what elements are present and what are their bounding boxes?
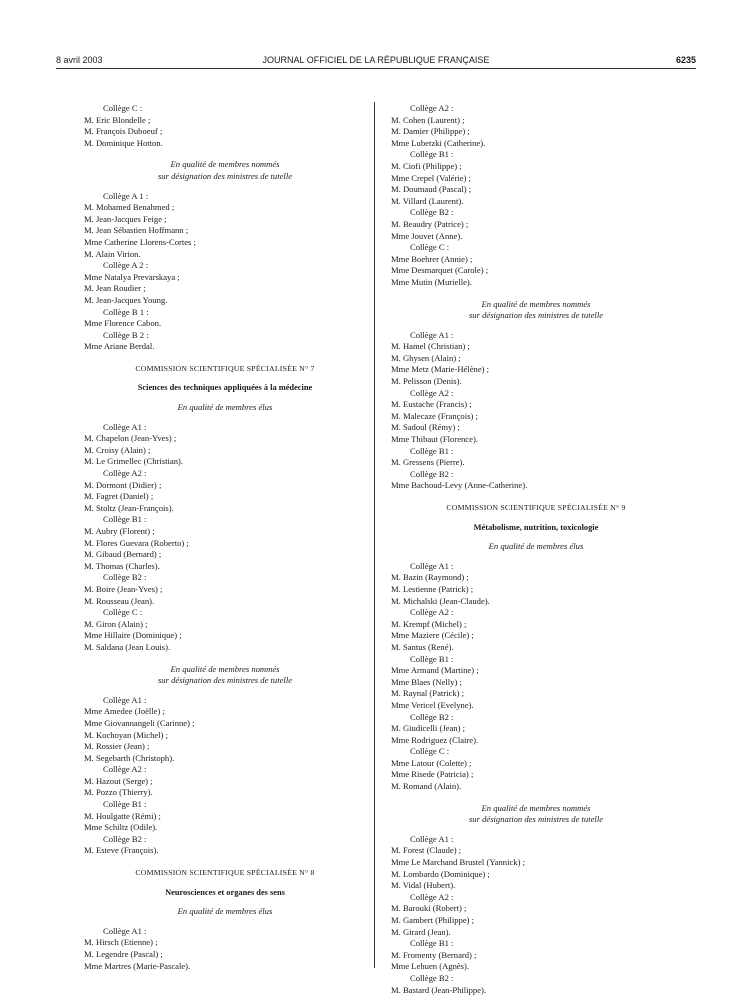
member-name: M. Thomas (Charles). — [84, 560, 160, 571]
member-name: M. Gambert (Philippe) ; — [391, 915, 475, 925]
section-heading: En qualité de membres élus — [488, 541, 584, 552]
member-name: M. Eric Blondelle ; — [84, 114, 151, 125]
college-heading: Collège A1 : — [410, 560, 454, 571]
member-name: M. Chapelon (Jean-Yves) ; — [84, 433, 177, 444]
member-name: Mme Martres (Marie-Pascale). — [84, 960, 191, 971]
member-name: M. Beaudry (Patrice) ; — [391, 218, 469, 229]
section-heading: En qualité de membres nommés — [481, 298, 591, 309]
member-name: M. François Duboeuf ; — [84, 126, 163, 137]
member-name: M. Eustache (Francis) ; — [391, 399, 472, 410]
member-name: Mme Thibaut (Florence). — [391, 434, 478, 445]
member-name: M. Dormont (Didier) ; — [84, 479, 162, 490]
college-heading: Collège A2 : — [103, 764, 147, 775]
college-heading: Collège C : — [103, 607, 143, 618]
member-name: M. Le Grimellec (Christian). — [84, 456, 184, 467]
section-heading: sur désignation des ministres de tutelle — [157, 170, 293, 181]
page-number: 6235 — [675, 55, 696, 65]
member-name: M. Barouki (Robert) ; — [391, 903, 467, 914]
member-name: M. Rossier (Jean) ; — [84, 741, 150, 752]
college-heading: Collège B1 : — [103, 514, 147, 525]
college-heading: Collège A1 : — [103, 925, 147, 936]
member-name: M. Jean-Jacques Young. — [84, 294, 168, 305]
member-name: Mme Metz (Marie-Hélène) ; — [391, 364, 490, 375]
header-rule — [56, 68, 696, 69]
member-name: M. Santus (René). — [391, 641, 454, 652]
member-name: M. Dominique Hotton. — [84, 137, 163, 148]
member-name: Mme Giovannangeli (Carinne) ; — [84, 717, 195, 728]
commission-heading: COMMISSION SCIENTIFIQUE SPÉCIALISÉE N° 8 — [135, 868, 315, 878]
member-name: M. Boire (Jean-Yves) ; — [84, 583, 163, 594]
right-column — [391, 103, 681, 996]
member-name: M. Esteve (François). — [84, 845, 159, 856]
member-name: M. Malecaze (François) ; — [391, 410, 478, 421]
member-name: M. Mohamed Benahmed ; — [84, 202, 175, 213]
member-name: M. Alain Virion. — [84, 248, 141, 259]
college-heading: Collège C : — [410, 746, 450, 757]
member-name: M. Giudicelli (Jean) ; — [391, 723, 465, 734]
left-column — [84, 103, 366, 972]
member-name: M. Kochoyan (Michel) ; — [84, 729, 169, 740]
college-heading: Collège A 1 : — [103, 190, 149, 201]
college-heading: Collège B1 : — [410, 149, 454, 160]
member-name: M. Hamel (Christian) ; — [391, 341, 470, 352]
member-name: Mme Lehuen (Agnès). — [391, 961, 470, 972]
member-name: Mme Natalya Prevarskaya ; — [84, 271, 180, 282]
member-name: M. Raynal (Patrick) ; — [391, 688, 465, 699]
member-name: Mme Florence Cabon. — [84, 318, 162, 329]
header-date: 8 avril 2003 — [56, 55, 103, 65]
member-name: M. Pelisson (Denis). — [391, 376, 462, 387]
member-name: M. Stoltz (Jean-François). — [84, 502, 174, 513]
member-name: Mme Jouvet (Anne). — [391, 230, 463, 241]
member-name: M. Romand (Alain). — [391, 781, 462, 792]
member-name: M. Ciofi (Philippe) ; — [391, 160, 462, 171]
member-name: M. Doumaud (Pascal) ; — [391, 184, 472, 195]
member-name: Mme Ariane Berdal. — [84, 341, 155, 352]
member-name: M. Bazin (Raymond) ; — [391, 572, 469, 583]
commission-subject: Neurosciences et organes des sens — [165, 887, 285, 897]
member-name: Mme Risede (Patricia) ; — [391, 769, 474, 780]
member-name: M. Gibaud (Bernard) ; — [84, 549, 162, 560]
member-name: Mme Lubetzki (Catherine). — [391, 137, 486, 148]
member-name: Mme Desmarquet (Carole) ; — [391, 265, 489, 276]
college-heading: Collège A2 : — [410, 607, 454, 618]
member-name: M. Bastard (Jean-Philippe). — [391, 984, 486, 995]
college-heading: Collège A1 : — [103, 421, 147, 432]
member-name: M. Ghysen (Alain) ; — [391, 352, 461, 363]
member-name: Mme Crepel (Valérie) ; — [391, 172, 471, 183]
college-heading: Collège B1 : — [410, 653, 454, 664]
member-name: M. Forest (Claude) ; — [391, 845, 462, 856]
member-name: M. Fagret (Daniel) ; — [84, 491, 154, 502]
member-name: Mme Le Marchand Brustel (Yannick) ; — [391, 857, 525, 868]
member-name: Mme Vericel (Evelyne). — [391, 699, 474, 710]
section-heading: sur désignation des ministres de tutelle — [157, 675, 293, 686]
member-name: M. Giron (Alain) ; — [84, 618, 148, 629]
college-heading: Collège A1 : — [410, 329, 454, 340]
page-header — [56, 55, 696, 69]
section-heading: En qualité de membres élus — [177, 906, 273, 917]
member-name: M. Saldana (Jean Louis). — [84, 641, 171, 652]
college-heading: Collège B2 : — [410, 207, 454, 218]
column-divider — [374, 102, 375, 968]
member-name: M. Flores Guevara (Roberto) ; — [84, 537, 189, 548]
college-heading: Collège B1 : — [103, 799, 147, 810]
member-name: Mme Catherine Llorens-Cortes ; — [84, 236, 196, 247]
college-heading: Collège C : — [103, 103, 143, 113]
commission-subject: Sciences des techniques appliquées à la médecine — [137, 383, 313, 393]
member-name: M. Fromenty (Bernard) ; — [391, 949, 477, 960]
member-name: Mme Amedee (Joëlle) ; — [84, 706, 165, 717]
member-name: M. Hirsch (Etienne) ; — [84, 937, 158, 948]
college-heading: Collège B1 : — [410, 938, 454, 949]
member-name: M. Pozzo (Thierry). — [84, 787, 153, 798]
college-heading: Collège A2 : — [410, 891, 454, 902]
member-name: Mme Rodriguez (Claire). — [391, 734, 479, 745]
member-name: M. Jean-Jacques Feige ; — [84, 213, 167, 224]
member-name: M. Aubry (Florent) ; — [84, 526, 155, 536]
college-heading: Collège A2 : — [410, 103, 454, 113]
member-name: Mme Schiltz (Odile). — [84, 822, 158, 833]
member-name: M. Rousseau (Jean). — [84, 595, 155, 606]
college-heading: Collège B 2 : — [103, 329, 149, 340]
section-heading: En qualité de membres élus — [177, 402, 273, 413]
member-name: Mme Bachoud-Levy (Anne-Catherine). — [391, 480, 528, 491]
member-name: M. Cohen (Laurent) ; — [391, 114, 465, 125]
member-name: M. Krempf (Michel) ; — [391, 618, 467, 629]
section-heading: sur désignation des ministres de tutelle — [468, 814, 604, 825]
member-name: M. Legendre (Pascal) ; — [84, 949, 163, 959]
college-heading: Collège B1 : — [410, 445, 454, 456]
college-heading: Collège A2 : — [410, 387, 454, 398]
member-name: M. Lombardo (Dominique) ; — [391, 868, 490, 879]
college-heading: Collège B2 : — [410, 972, 454, 983]
section-heading: En qualité de membres nommés — [170, 663, 280, 674]
member-name: Mme Blaes (Nelly) ; — [391, 676, 462, 687]
member-name: M. Houlgatte (Rémi) ; — [84, 810, 161, 821]
member-name: Mme Latour (Colette) ; — [391, 757, 472, 768]
member-name: Mme Mutin (Murielle). — [391, 276, 472, 287]
college-heading: Collège B2 : — [410, 711, 454, 722]
member-name: M. Sadoul (Rémy) ; — [391, 422, 460, 433]
member-name: M. Michalski (Jean-Claude). — [391, 595, 490, 606]
member-name: Mme Boehrer (Annie) ; — [391, 253, 473, 264]
college-heading: Collège B2 : — [103, 833, 147, 844]
commission-heading: COMMISSION SCIENTIFIQUE SPÉCIALISÉE N° 9 — [446, 503, 626, 512]
member-name: M. Segebarth (Christoph). — [84, 752, 175, 763]
member-name: M. Damier (Philippe) ; — [391, 126, 470, 137]
member-name: M. Jean Sébastien Hoffmann ; — [84, 225, 189, 236]
college-heading: Collège A 2 : — [103, 260, 149, 271]
member-name: M. Lestienne (Patrick) ; — [391, 583, 474, 594]
section-heading: En qualité de membres nommés — [481, 802, 591, 813]
member-name: M. Vidal (Hubert). — [391, 880, 456, 891]
college-heading: Collège A1 : — [410, 833, 454, 844]
member-name: Mme Hillaire (Dominique) ; — [84, 630, 182, 641]
college-heading: Collège B2 : — [103, 572, 147, 583]
college-heading: Collège B 1 : — [103, 306, 149, 317]
member-name: M. Villard (Laurent). — [391, 195, 464, 206]
section-heading: En qualité de membres nommés — [170, 159, 280, 170]
member-name: M. Croisy (Alain) ; — [84, 444, 151, 455]
section-heading: sur désignation des ministres de tutelle — [468, 310, 604, 321]
college-heading: Collège B2 : — [410, 468, 454, 479]
college-heading: Collège A1 : — [103, 694, 147, 705]
member-name: M. Girard (Jean). — [391, 926, 451, 937]
member-name: Mme Armand (Martine) ; — [391, 665, 479, 676]
college-heading: Collège A2 : — [103, 468, 147, 479]
member-name: M. Jean Roudier ; — [84, 283, 146, 294]
commission-heading: COMMISSION SCIENTIFIQUE SPÉCIALISÉE N° 7 — [135, 363, 315, 373]
member-name: M. Gressens (Pierre). — [391, 457, 465, 468]
commission-subject: Métabolisme, nutrition, toxicologie — [473, 522, 599, 532]
college-heading: Collège C : — [410, 242, 450, 253]
member-name: Mme Maziere (Cécile) ; — [391, 630, 474, 641]
journal-title: JOURNAL OFFICIEL DE LA RÉPUBLIQUE FRANÇAISE — [262, 55, 490, 65]
member-name: M. Hazout (Serge) ; — [84, 775, 153, 786]
